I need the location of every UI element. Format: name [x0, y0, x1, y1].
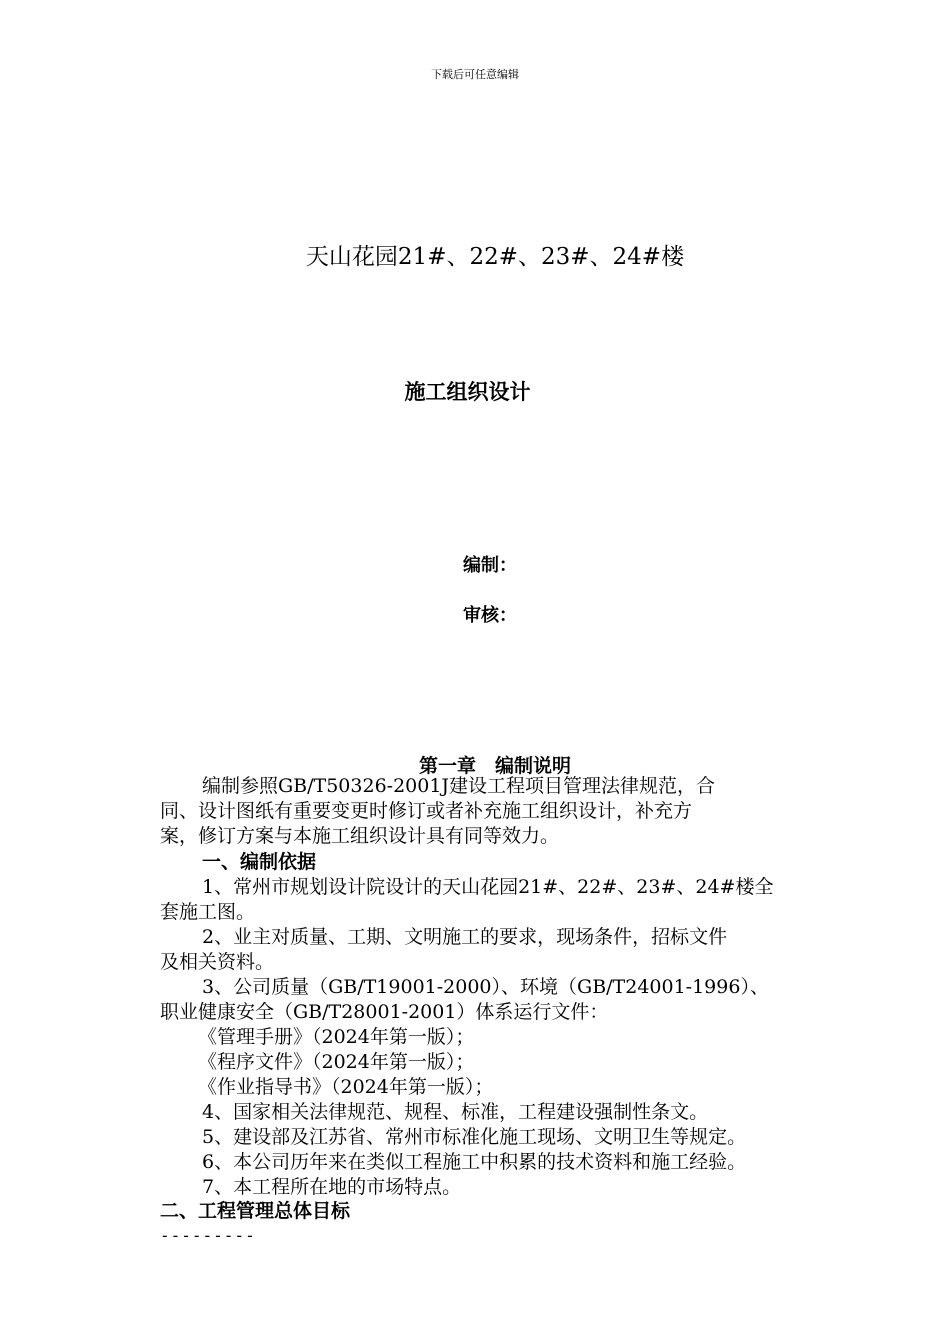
reviewed-by-label: 审核：	[463, 605, 517, 626]
basis-line-1: 1、常州市规划设计院设计的天山花园21#、22#、23#、24#楼全	[202, 876, 774, 898]
basis-line-4: 及相关资料。	[160, 951, 275, 973]
basis-line-12: 6、本公司历年来在类似工程施工中积累的技术资料和施工经验。	[202, 1151, 747, 1173]
intro-line-2: 同、设计图纸有重要变更时修订或者补充施工组织设计，补充方	[160, 800, 693, 822]
basis-line-9: 《作业指导书》（2024年第一版）；	[198, 1076, 494, 1098]
section-heading-goals: 二、工程管理总体目标	[160, 1200, 351, 1222]
chapter-heading: 第一章 编制说明	[418, 755, 571, 777]
intro-line-3: 案，修订方案与本施工组织设计具有同等效力。	[160, 825, 560, 847]
compiled-by-label: 编制：	[463, 555, 517, 576]
basis-line-6: 职业健康安全（GB/T28001-2001）体系运行文件：	[160, 1001, 609, 1023]
basis-line-5: 3、公司质量（GB/T19001-2000）、环境（GB/T24001-1996）、	[202, 976, 769, 998]
basis-line-3: 2、业主对质量、工期、文明施工的要求，现场条件，招标文件	[202, 926, 728, 948]
basis-line-10: 4、国家相关法律规范、规程、标准，工程建设强制性条文。	[202, 1101, 709, 1123]
basis-line-13: 7、本工程所在地的市场特点。	[202, 1176, 462, 1198]
section-heading-basis: 一、编制依据	[202, 851, 317, 873]
basis-line-8: 《程序文件》（2024年第一版）；	[198, 1051, 475, 1073]
footer-dash: ---------	[160, 1226, 256, 1245]
cover-title: 天山花园21#、22#、23#、24#楼	[305, 244, 685, 270]
basis-line-7: 《管理手册》（2024年第一版）；	[198, 1026, 475, 1048]
header-note: 下载后可任意编辑	[431, 68, 519, 81]
cover-subtitle: 施工组织设计	[404, 379, 531, 404]
basis-line-2: 套施工图。	[160, 901, 256, 923]
basis-line-11: 5、建设部及江苏省、常州市标准化施工现场、文明卫生等规定。	[202, 1126, 747, 1148]
intro-line-1: 编制参照GB/T50326-2001J建设工程项目管理法律规范，合	[202, 775, 716, 797]
